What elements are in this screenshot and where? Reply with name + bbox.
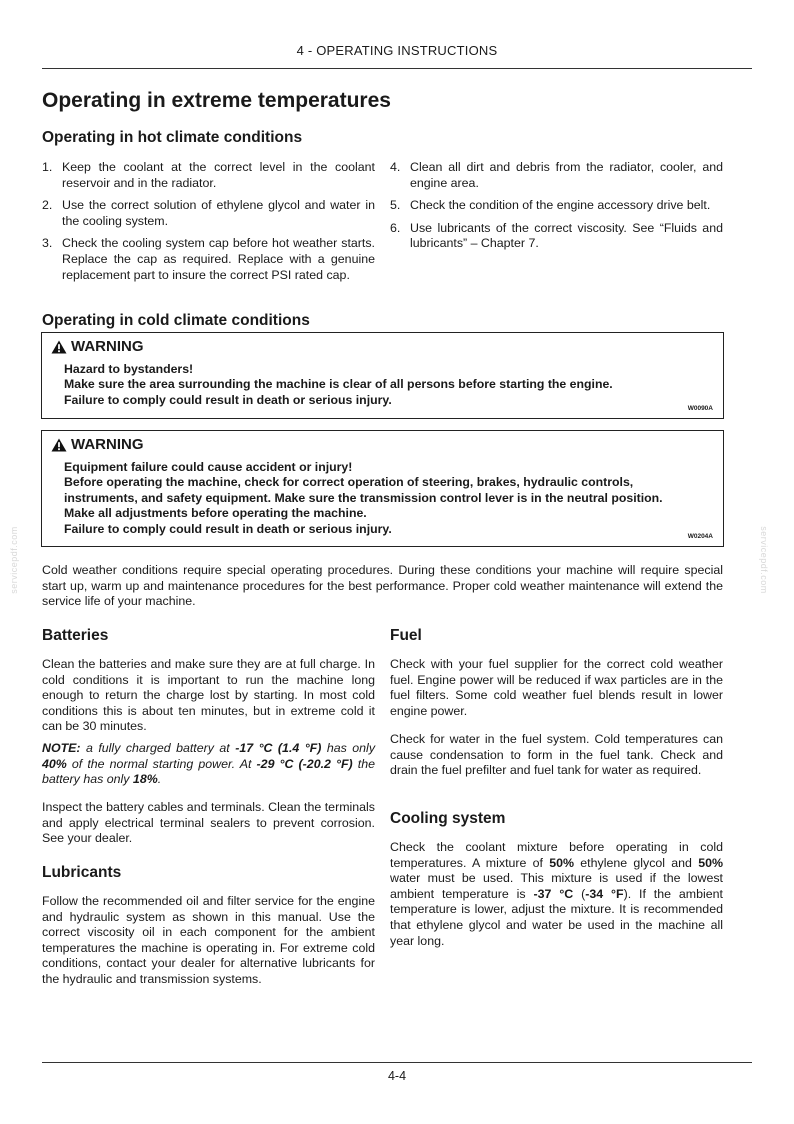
hot-step-2: 2. Use the correct solution of ethylene glycol and water in the cooling system.: [42, 198, 375, 228]
batteries-note: NOTE: a fully charged battery at -17 °C (1.4 °F) has only 40% of the normal starting power. At -29 °C (-20.2 °F) the battery has only 18%.: [42, 741, 376, 787]
warning-header: WARNING: [51, 436, 144, 453]
hot-step-6: 6. Use lubricants of the correct viscosity. See “Fluids and lubricants” – Chapter 7.: [390, 220, 723, 251]
warning-triangle-icon: [51, 340, 67, 354]
warning-code: W0090A: [687, 405, 713, 412]
warning-box-equipment: [41, 430, 724, 547]
hot-steps-right: [390, 160, 723, 259]
hot-step-3: 3. Check the cooling system cap before hot weather starts. Replace the cap as required. Replace with a genuine replacement part to insure the correct PSI rated cap.: [42, 236, 375, 282]
cold-intro-paragraph: Cold weather conditions require special operating procedures. During these conditions your machine will require special start up, warm up and maintenance procedures for the best performance. Proper cold weather maintenance will extend the service life of your machine.: [42, 563, 723, 609]
battery-cables-paragraph: Inspect the battery cables and terminals. Clean the terminals and apply electrical terminal sealers to prevent corrosion. See your dealer.: [42, 800, 375, 846]
header-rule: [42, 68, 752, 69]
warning-text: Hazard to bystanders! Make sure the area surrounding the machine is clear of all persons before starting the engine. Failure to comply could result in death or serious injury.: [64, 362, 613, 407]
warning-code: W0204A: [687, 533, 713, 540]
batteries-paragraph: Clean the batteries and make sure they are at full charge. In cold conditions it is important to run the machine long enough to return the charge lost by starting. In most cold conditions this is about ten minutes, but in extreme cold it can be 30 minutes.: [42, 657, 375, 734]
watermark-right: servicepdf.com: [758, 526, 769, 594]
page-title: Operating in extreme temperatures: [42, 89, 391, 112]
hot-step-1: 1. Keep the coolant at the correct level in the coolant reservoir and in the radiator.: [42, 160, 375, 190]
hot-steps-left: [42, 160, 375, 290]
warning-text: Equipment failure could cause accident or injury! Before operating the machine, check for correct operation of steering, brakes, hydraulic controls, instruments, and safety equipment. Make sure the transmission control lever is in the neutral position. Make all adjustments before operating the machine. Failure to comply could result in death or serious injury.: [64, 460, 663, 536]
warning-header: WARNING: [51, 338, 144, 355]
warning-triangle-icon: [51, 438, 67, 452]
fuel-paragraph-1: Check with your fuel supplier for the correct cold weather fuel. Engine power will be reduced if wax particles are in the fuel filters. Some cold weather fuel blends result in lower engine power.: [390, 657, 723, 718]
hot-step-5: 5. Check the condition of the engine accessory drive belt.: [390, 198, 711, 213]
cooling-system-heading: Cooling system: [390, 810, 506, 827]
page-number: 4-4: [387, 1069, 407, 1083]
fuel-heading: Fuel: [390, 627, 422, 644]
footer-rule: [42, 1062, 752, 1063]
section-header: 4 - OPERATING INSTRUCTIONS: [296, 43, 498, 58]
fuel-paragraph-2: Check for water in the fuel system. Cold temperatures can cause condensation to form in the fuel tank. Check and drain the fuel prefilter and fuel tank for water as required.: [390, 732, 723, 778]
lubricants-paragraph: Follow the recommended oil and filter service for the engine and hydraulic system as shown in this manual. Use the correct viscosity oil in each component for the ambient temperatures the machine is operating in. For extreme cold conditions, contact your dealer for alternative lubricants for the hydraulic and transmission systems.: [42, 894, 375, 986]
cold-climate-heading: Operating in cold climate conditions: [42, 312, 310, 329]
watermark-left: servicepdf.com: [8, 526, 19, 594]
hot-step-4: 4. Clean all dirt and debris from the radiator, cooler, and engine area.: [390, 160, 723, 190]
cooling-paragraph: Check the coolant mixture before operating in cold temperatures. A mixture of 50% ethylene glycol and 50% water must be used. This mixture is used if the lowest ambient temperature is -37 °C (-34 °F). If the ambient temperature is lower, adjust the mixture. It is recommended that ethylene glycol and water be used in the machine all year long.: [390, 840, 723, 948]
hot-climate-heading: Operating in hot climate conditions: [42, 129, 303, 146]
warning-box-bystanders: [41, 332, 724, 419]
batteries-heading: Batteries: [42, 627, 109, 644]
lubricants-heading: Lubricants: [42, 864, 122, 881]
